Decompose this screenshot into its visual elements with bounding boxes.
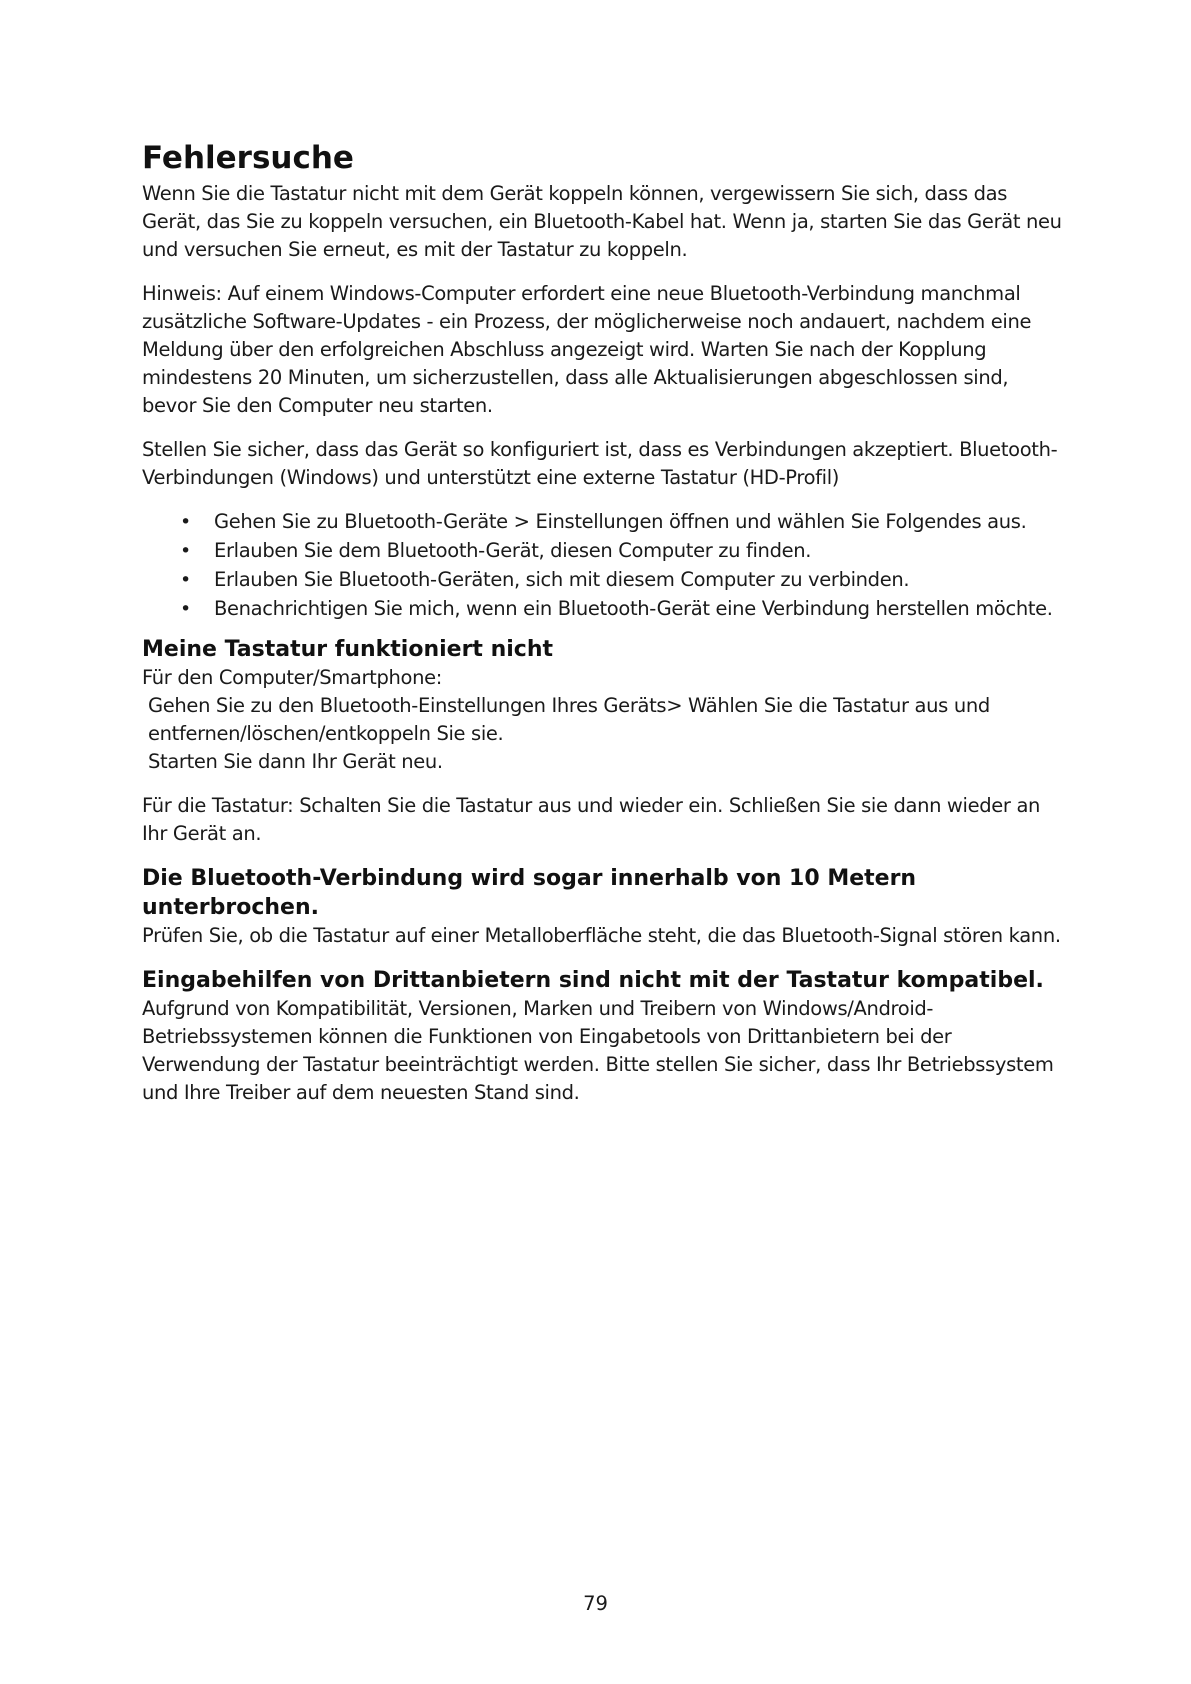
intro-paragraph-2: Hinweis: Auf einem Windows-Computer erfordert eine neue Bluetooth-Verbindung manchmal zusätzliche Software-Updates - ein Prozess, der möglicherweise noch andauert, nachdem eine Meldung über den erfolgreichen Abschluss angezeigt wird. Warten Sie nach der Kopplung mindestens 20 Minuten, um sicherzustellen, dass alle Aktualisierungen abgeschlossen sind, bevor Sie den Computer neu starten.: [142, 282, 1032, 417]
section-heading-keyboard: Meine Tastatur funktioniert nicht: [142, 637, 554, 662]
section-heading-bluetooth: Die Bluetooth-Verbindung wird sogar innerhalb von 10 Metern unterbrochen.: [142, 866, 917, 920]
list-item: [142, 595, 1062, 623]
list-item-text: Benachrichtigen Sie mich, wenn ein Bluetooth-Gerät eine Verbindung herstellen möchte.: [214, 597, 1053, 620]
bullet-icon: •: [180, 569, 191, 591]
section-bluetooth: [142, 864, 1062, 950]
list-item: [142, 566, 1062, 594]
bullet-icon: •: [180, 598, 191, 620]
bullet-icon: •: [180, 511, 191, 533]
bullet-icon: •: [180, 540, 191, 562]
section-keyboard: [142, 635, 1062, 848]
document-page: [142, 138, 1062, 1123]
list-item: [142, 537, 1062, 565]
section-heading-input-tools: Eingabehilfen von Drittanbietern sind nicht mit der Tastatur kompatibel.: [142, 968, 1044, 993]
input-tools-paragraph: Aufgrund von Kompatibilität, Versionen, Marken und Treibern von Windows/Android-Betriebssystemen können die Funktionen von Eingabetools von Drittanbietern bei der Verwendung der Tastatur beeinträchtigt werden. Bitte stellen Sie sicher, dass Ihr Betriebssystem und Ihre Treiber auf dem neuesten Stand sind.: [142, 997, 1054, 1104]
page-title: Fehlersuche: [142, 140, 354, 176]
intro-paragraph-1: Wenn Sie die Tastatur nicht mit dem Gerät koppeln können, vergewissern Sie sich, dass das Gerät, das Sie zu koppeln versuchen, ein Bluetooth-Kabel hat. Wenn ja, starten Sie das Gerät neu und versuchen Sie erneut, es mit der Tastatur zu koppeln.: [142, 182, 1062, 261]
keyboard-paragraph-2: Für die Tastatur: Schalten Sie die Tastatur aus und wieder ein. Schließen Sie sie dann wieder an Ihr Gerät an.: [142, 794, 1041, 845]
list-item: [142, 508, 1062, 536]
settings-bullet-list: [142, 508, 1062, 623]
section-input-tools: [142, 966, 1062, 1107]
list-item-text: Gehen Sie zu Bluetooth-Geräte > Einstellungen öffnen und wählen Sie Folgendes aus.: [214, 510, 1027, 533]
intro-paragraph-3: Stellen Sie sicher, dass das Gerät so konfiguriert ist, dass es Verbindungen akzeptiert. Bluetooth-Verbindungen (Windows) und unterstützt eine externe Tastatur (HD-Profil): [142, 438, 1058, 489]
bluetooth-paragraph: Prüfen Sie, ob die Tastatur auf einer Metalloberfläche steht, die das Bluetooth-Signal stören kann.: [142, 924, 1061, 947]
page-number: 79: [583, 1592, 608, 1615]
list-item-text: Erlauben Sie Bluetooth-Geräten, sich mit diesem Computer zu verbinden.: [214, 568, 910, 591]
keyboard-line-2: Gehen Sie zu den Bluetooth-Einstellungen Ihres Geräts> Wählen Sie die Tastatur aus und entfernen/löschen/entkoppeln Sie sie.: [148, 694, 990, 745]
keyboard-line-1: Für den Computer/Smartphone:: [142, 666, 442, 689]
list-item-text: Erlauben Sie dem Bluetooth-Gerät, diesen Computer zu finden.: [214, 539, 812, 562]
keyboard-line-3: Starten Sie dann Ihr Gerät neu.: [148, 750, 443, 773]
